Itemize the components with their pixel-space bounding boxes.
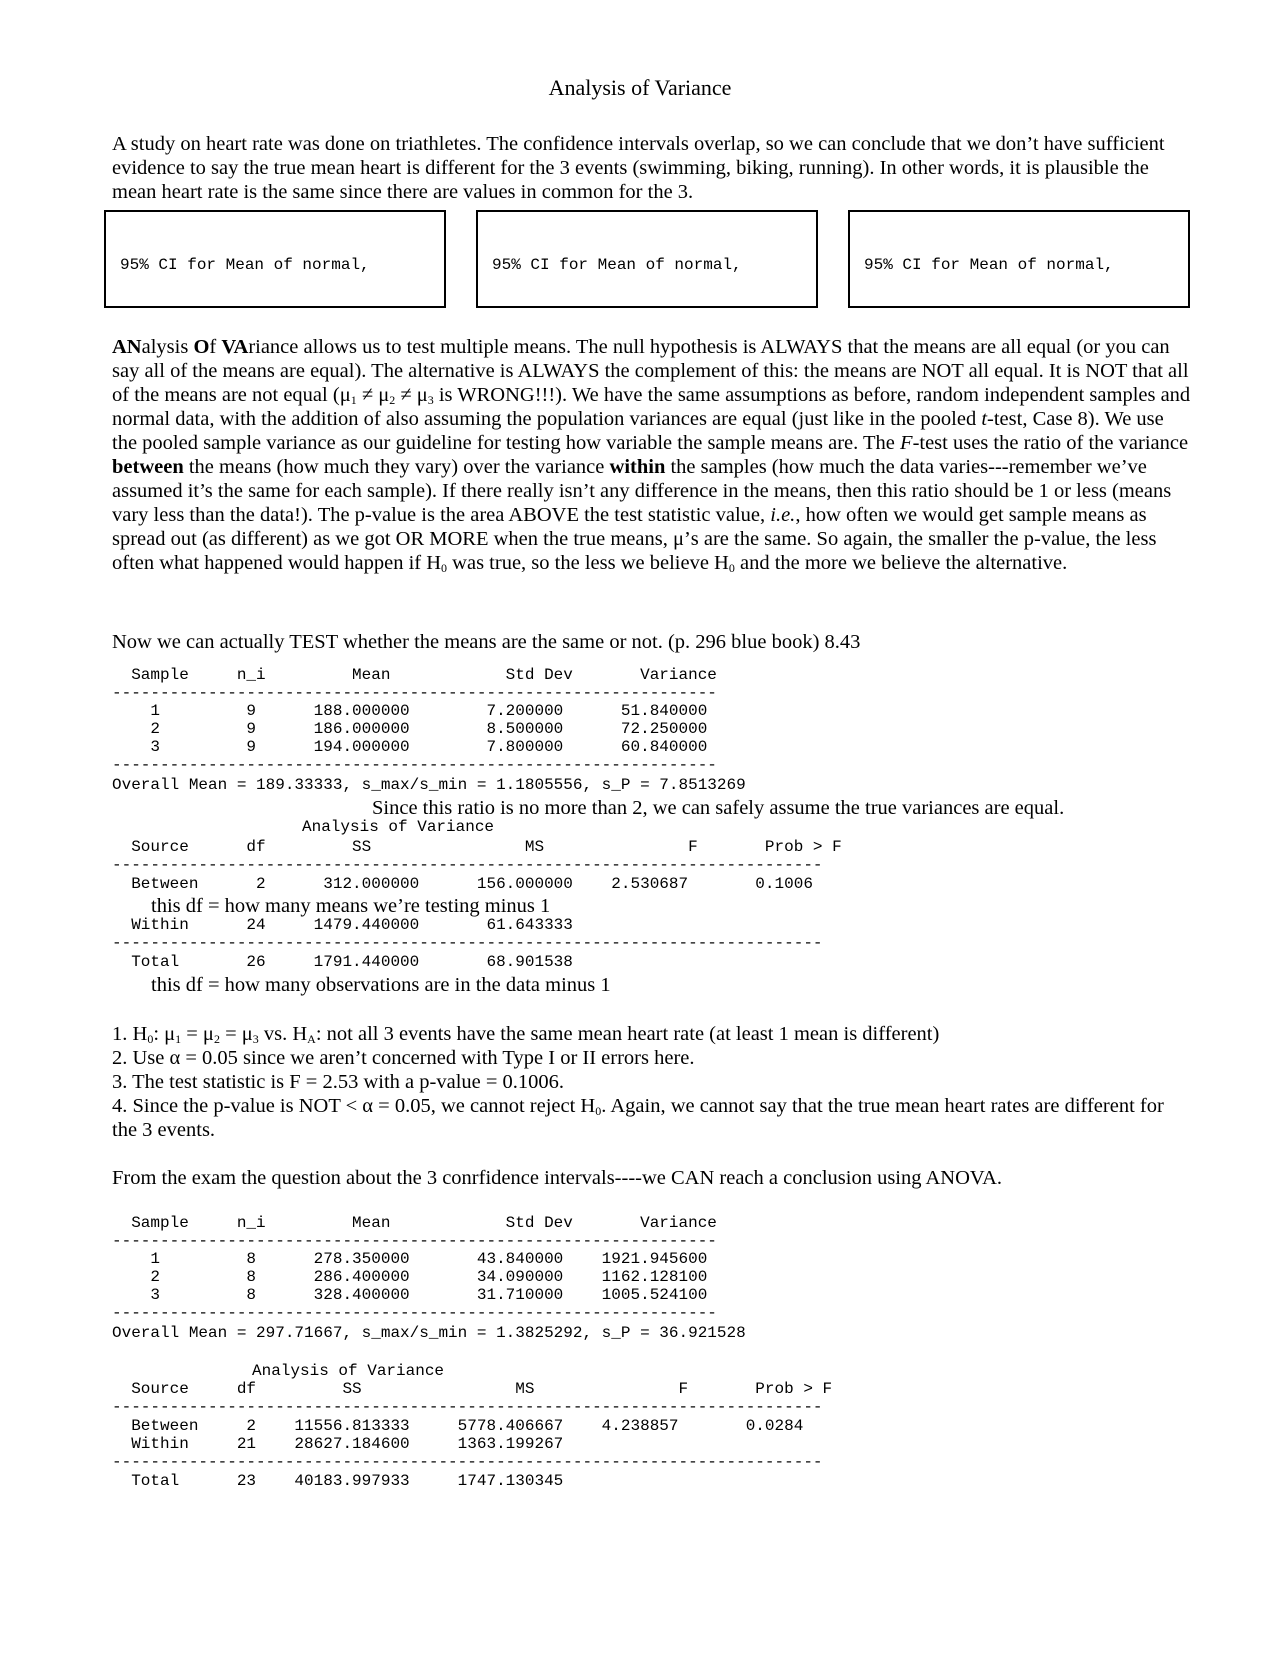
text: 1. H: [112, 1023, 148, 1045]
anova2-within: Within 21 28627.184600 1363.199267: [112, 1435, 564, 1453]
text: ≠: [395, 384, 417, 406]
anova2-title: Analysis of Variance: [252, 1362, 445, 1380]
table2-row: 3 8 328.400000 31.710000 1005.524100: [112, 1286, 708, 1304]
text: -test, Case 8). We use the pooled sample variance as our guideline for testing how variable the sample means are. The: [112, 408, 1164, 454]
ci-line: 95% CI for Mean of normal,: [864, 255, 1114, 274]
italic-ie: i.e.: [770, 504, 796, 526]
subscript: 1: [350, 393, 357, 407]
text: the samples (how much the data varies---remember we’ve assumed it’s the same for each sample). If there really isn’t any difference in the means, then this ratio should be 1 or less (means vary less than the data!). The p-value is the area ABOVE the test statistic value,: [112, 456, 1172, 526]
anova2-between: Between 2 11556.813333 5778.406667 4.238857 0.0284: [112, 1417, 804, 1435]
text: riance allows us to test multiple means. The null hypothesis is ALWAYS that the means are all equal (or you can say all of the means are equal). The alternative is ALWAYS the complement of this: the means are NOT all equal. It is NOT that all of the means are not equal (: [112, 336, 1189, 406]
text: 4. Since the p-value is NOT < α = 0.05, we cannot reject H: [112, 1095, 596, 1117]
anova2-separator: --------------------------------------------------------------------------: [112, 1453, 823, 1471]
bold-va: VA: [221, 336, 249, 358]
table1-header: Sample n_i Mean Std Dev Variance: [112, 666, 717, 684]
anova1-separator: --------------------------------------------------------------------------: [112, 856, 823, 874]
mu: μ: [416, 384, 428, 406]
step-2: 2. Use α = 0.05 since we aren’t concerned with Type I or II errors here.: [112, 1047, 695, 1069]
table2-header: Sample n_i Mean Std Dev Variance: [112, 1214, 717, 1232]
page-title: Analysis of Variance: [548, 75, 732, 100]
subscript: 0: [441, 561, 448, 575]
mu: μ: [378, 384, 390, 406]
exam-intro: From the exam the question about the 3 conrfidence intervals----we CAN reach a conclusion using ANOVA.: [112, 1167, 1002, 1189]
bold-o: O: [193, 336, 210, 358]
anova1-title: Analysis of Variance: [302, 818, 495, 836]
anova2-separator: --------------------------------------------------------------------------: [112, 1398, 823, 1416]
subscript: 3: [427, 393, 434, 407]
subscript: 0: [728, 561, 735, 575]
table1-overall: Overall Mean = 189.33333, s_max/s_min = 1.1805556, s_P = 7.8513269: [112, 776, 746, 794]
ci-box-2: [476, 210, 818, 308]
text: : not all 3 events have the same mean heart rate (at least 1 mean is different): [315, 1023, 940, 1045]
table1-row: 1 9 188.000000 7.200000 51.840000: [112, 702, 708, 720]
anova2-total: Total 23 40183.997933 1747.130345: [112, 1472, 564, 1490]
anova1-within: Within 24 1479.440000 61.643333: [112, 916, 573, 934]
table2-overall: Overall Mean = 297.71667, s_max/s_min = 1.3825292, s_P = 36.921528: [112, 1324, 746, 1342]
subscript: 0: [595, 1104, 602, 1118]
ci-line: 95% CI for Mean of normal,: [492, 255, 742, 274]
ci-box-3: [848, 210, 1190, 308]
table2-separator: ---------------------------------------------------------------: [112, 1232, 717, 1250]
text: , how often we would get sample means as spread out (as different) as we got OR MORE when the true means, μ’s are the same. So again, the smaller the p-value, the less often what happened would happen if H: [112, 504, 1157, 574]
anova1-between: Between 2 312.000000 156.000000 2.530687 0.1006: [112, 875, 813, 893]
ci-box-1: [104, 210, 446, 308]
between-df-note: this df = how many means we’re testing minus 1: [151, 895, 551, 917]
subscript: A: [307, 1032, 316, 1046]
anova-explanation: [112, 335, 1192, 575]
subscript: 2: [213, 1032, 220, 1046]
anova1-header: Source df SS MS F Prob > F: [112, 838, 842, 856]
text: and the more we believe the alternative.: [734, 552, 1068, 574]
italic-t: t: [981, 408, 988, 430]
bold-an: AN: [112, 336, 142, 358]
table1-row: 3 9 194.000000 7.800000 60.840000: [112, 738, 708, 756]
text: is WRONG!!!). We have the same assumptions as before, random independent samples and normal data, with the addition of also assuming the population variances are equal (just like in the pooled: [112, 384, 1191, 430]
anova2-header: Source df SS MS F Prob > F: [112, 1380, 833, 1398]
intro-paragraph: A study on heart rate was done on triathletes. The confidence intervals overlap, so we can conclude that we don’t have sufficient evidence to say the true mean heart is different for the 3 events (swimming, biking, running). In other words, it is plausible the mean heart rate is the same since there are values in common for the 3.: [112, 133, 1165, 203]
subscript: 0: [147, 1032, 154, 1046]
text: = μ: [219, 1023, 253, 1045]
table2-row: 2 8 286.400000 34.090000 1162.128100: [112, 1268, 708, 1286]
italic-f: F: [900, 432, 913, 454]
subscript: 3: [252, 1032, 259, 1046]
anova1-separator: --------------------------------------------------------------------------: [112, 934, 823, 952]
text: the means (how much they vary) over the variance: [183, 456, 610, 478]
anova1-total: Total 26 1791.440000 68.901538: [112, 953, 573, 971]
test-intro: Now we can actually TEST whether the means are the same or not. (p. 296 blue book) 8.43: [112, 631, 861, 653]
text: vs. H: [258, 1023, 308, 1045]
subscript: 1: [175, 1032, 182, 1046]
mu: μ: [339, 384, 351, 406]
ratio-note: Since this ratio is no more than 2, we can safely assume the true variances are equal.: [372, 797, 1065, 819]
ci-line: 95% CI for Mean of normal,: [120, 255, 370, 274]
total-df-note: this df = how many observations are in the data minus 1: [151, 974, 611, 996]
table1-separator: ---------------------------------------------------------------: [112, 756, 717, 774]
text: alysis: [141, 336, 194, 358]
table2-row: 1 8 278.350000 43.840000 1921.945600: [112, 1250, 708, 1268]
bold-between: between: [112, 456, 184, 478]
text: = μ: [181, 1023, 214, 1045]
table1-row: 2 9 186.000000 8.500000 72.250000: [112, 720, 708, 738]
bold-within: within: [609, 456, 666, 478]
text: was true, so the less we believe H: [447, 552, 729, 574]
text: . Again, we cannot say that the true mean heart rates are different for the 3 events.: [112, 1095, 1164, 1141]
table2-separator: ---------------------------------------------------------------: [112, 1304, 717, 1322]
step-4: [112, 1094, 1192, 1142]
subscript: 2: [389, 393, 396, 407]
text: : μ: [153, 1023, 176, 1045]
text: ≠: [356, 384, 379, 406]
text: -test uses the ratio of the variance: [912, 432, 1189, 454]
step-1: [112, 1022, 1192, 1046]
table1-separator: ---------------------------------------------------------------: [112, 684, 717, 702]
step-3: 3. The test statistic is F = 2.53 with a p-value = 0.1006.: [112, 1071, 565, 1093]
text: f: [209, 336, 222, 358]
